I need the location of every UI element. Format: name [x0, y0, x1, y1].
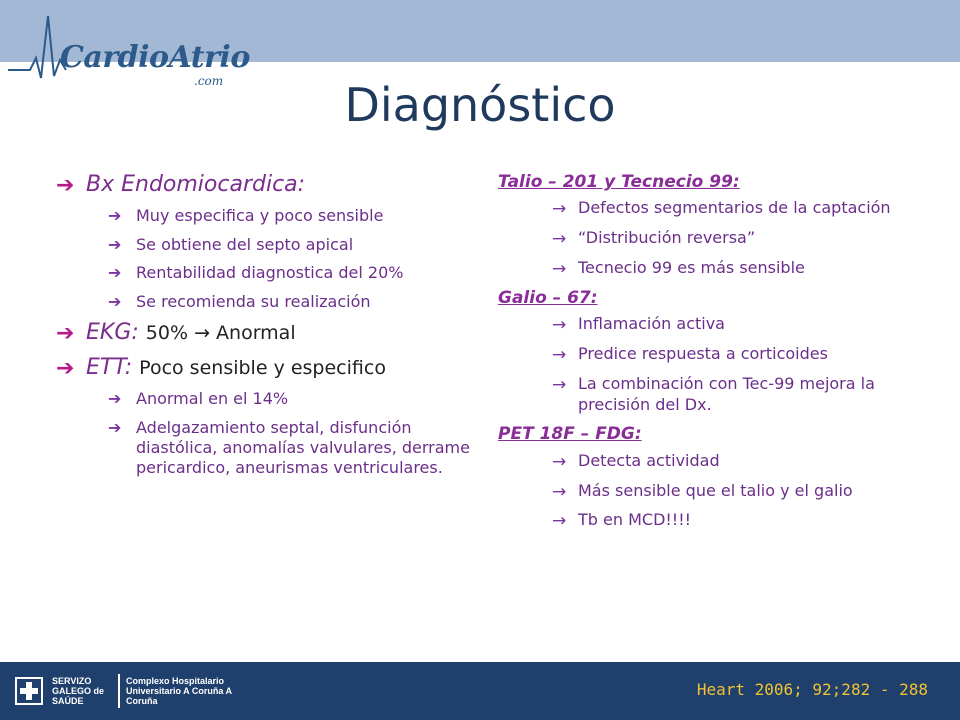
divider — [118, 674, 120, 708]
list-item-text: Adelgazamiento septal, disfunción diastólica, anomalías valvulares, derrame pericardico, aneurismas ventriculares. — [136, 417, 470, 478]
thin-arrow-icon: → — [552, 511, 567, 532]
thin-arrow-icon: → — [552, 199, 567, 220]
list-item-text: Detecta actividad — [578, 450, 720, 470]
sergas-emblem-icon — [14, 676, 44, 706]
ett-label: ETT: — [86, 354, 133, 380]
talio-heading: Talio – 201 y Tecnecio 99: — [498, 172, 740, 192]
ekg-text: 50% → Anormal — [145, 322, 296, 345]
arrow-right-icon: ➔ — [108, 206, 122, 226]
list-item — [56, 418, 476, 479]
pet-heading: PET 18F – FDG: — [498, 424, 642, 445]
arrow-right-icon: ➔ — [108, 291, 122, 311]
reference-citation: Heart 2006; 92;282 - 288 — [696, 680, 928, 699]
list-item — [56, 206, 476, 226]
ett-text: Poco sensible y especifico — [139, 356, 386, 379]
list-item — [498, 374, 938, 416]
institution-name-a: SERVIZO GALEGO de SAÚDE — [52, 676, 105, 706]
list-item-text: La combinación con Tec-99 mejora la precisión del Dx. — [578, 373, 875, 414]
logo-name: CardioAtrio — [60, 40, 250, 75]
left-column — [56, 172, 476, 487]
arrow-right-icon: ➔ — [108, 417, 122, 437]
list-item — [498, 344, 938, 365]
arrow-right-icon: ➔ — [56, 321, 75, 347]
arrow-right-icon: ➔ — [108, 263, 122, 283]
list-item-text: Se obtiene del septo apical — [136, 234, 354, 254]
list-item — [498, 510, 938, 531]
logo-domain: .com — [194, 74, 224, 88]
thin-arrow-icon: → — [552, 374, 567, 395]
list-item-text: Más sensible que el talio y el galio — [578, 480, 853, 500]
list-item-text: Anormal en el 14% — [136, 389, 289, 409]
list-item — [498, 314, 938, 335]
list-item — [56, 292, 476, 312]
thin-arrow-icon: → — [552, 451, 567, 472]
bx-label: Bx Endomiocardica: — [86, 172, 306, 197]
institution-name-b: Complexo Hospitalario Universitario A Coruña A Coruña — [126, 676, 232, 706]
list-item-text: Muy especifica y poco sensible — [136, 206, 384, 226]
arrow-right-icon: ➔ — [56, 355, 75, 381]
arrow-right-icon: ➔ — [108, 234, 122, 254]
arrow-right-icon: ➔ — [108, 389, 122, 409]
list-item-text: “Distribución reversa” — [578, 228, 756, 248]
page-title: Diagnóstico — [344, 78, 616, 132]
list-item-text: Defectos segmentarios de la captación — [578, 198, 891, 218]
institution-logo — [14, 674, 246, 708]
list-item-text: Tecnecio 99 es más sensible — [578, 257, 805, 277]
list-item — [56, 389, 476, 409]
thin-arrow-icon: → — [552, 315, 567, 336]
list-item — [498, 481, 938, 502]
footer-band — [0, 662, 960, 720]
bullet-ekg — [56, 320, 476, 346]
galio-heading: Galio – 67: — [498, 287, 598, 308]
arrow-right-icon: ➔ — [56, 173, 75, 198]
thin-arrow-icon: → — [552, 258, 567, 279]
list-item — [498, 228, 938, 249]
list-item — [498, 451, 938, 472]
list-item — [498, 258, 938, 279]
bullet-bx — [56, 172, 476, 198]
right-column — [498, 172, 938, 540]
thin-arrow-icon: → — [552, 481, 567, 502]
list-item — [498, 198, 938, 219]
ecg-line-icon — [8, 8, 68, 88]
list-item — [56, 263, 476, 283]
list-item-text: Tb en MCD!!!! — [578, 510, 692, 530]
thin-arrow-icon: → — [552, 229, 567, 250]
list-item-text: Inflamación activa — [578, 314, 725, 334]
ekg-label: EKG: — [86, 320, 139, 346]
bullet-ett — [56, 355, 476, 381]
list-item-text: Predice respuesta a corticoides — [578, 343, 828, 363]
cardioatrio-logo — [8, 8, 250, 88]
list-item-text: Rentabilidad diagnostica del 20% — [136, 263, 404, 283]
list-item — [56, 235, 476, 255]
list-item-text: Se recomienda su realización — [136, 291, 371, 311]
thin-arrow-icon: → — [552, 344, 567, 365]
